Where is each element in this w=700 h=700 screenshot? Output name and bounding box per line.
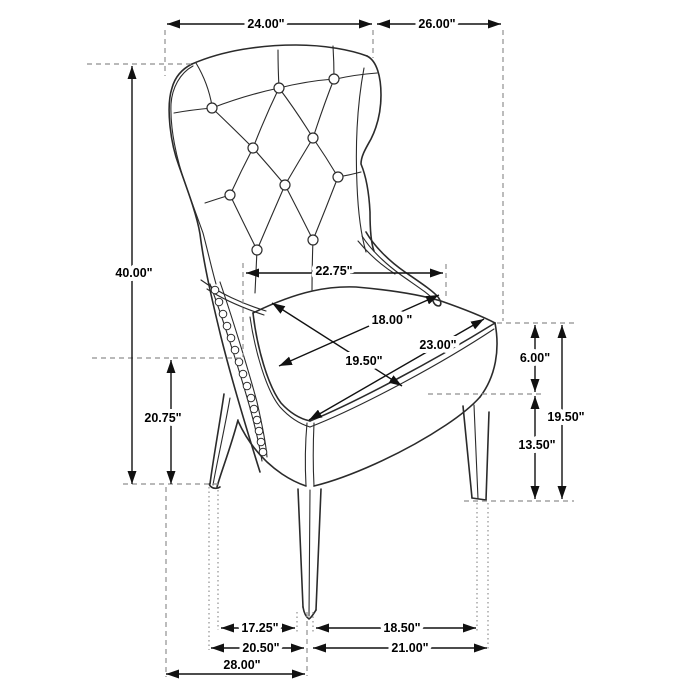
dim-label-seat-thickness: 6.00" bbox=[519, 351, 551, 365]
dimension-labels bbox=[115, 17, 584, 672]
extension-lines bbox=[87, 30, 574, 677]
right-arm-scroll-outer bbox=[366, 232, 441, 306]
dim-label-base-span-21: 21.00" bbox=[391, 641, 429, 655]
chair-line-art bbox=[169, 45, 497, 619]
dim-label-foot-span-18-50: 18.50" bbox=[383, 621, 421, 635]
dim-line-23 bbox=[309, 319, 484, 420]
dim-label-base-span-20-50: 20.50" bbox=[242, 641, 280, 655]
dim-label-top-width: 24.00" bbox=[247, 17, 285, 31]
dim-label-arm-height: 20.75" bbox=[144, 411, 182, 425]
right-corner-seam bbox=[336, 73, 377, 79]
seat-front-right-welt bbox=[310, 329, 494, 427]
left-corner-dart-seam bbox=[196, 63, 212, 106]
skirt-right-bottom-edge bbox=[314, 397, 480, 486]
skirt-right-edge bbox=[480, 323, 497, 397]
seat-front-right-edge bbox=[310, 323, 495, 421]
dim-label-leg-height: 13.50" bbox=[518, 438, 556, 452]
chair-left-outer-silhouette bbox=[169, 64, 260, 472]
back-left-saber-leg bbox=[209, 394, 238, 488]
front-leg bbox=[298, 489, 321, 619]
dim-label-back-width: 22.75" bbox=[315, 264, 353, 278]
right-leg bbox=[463, 405, 489, 500]
dim-label-top-depth: 26.00" bbox=[418, 17, 456, 31]
dim-label-seat-height: 19.50" bbox=[547, 410, 585, 424]
tufting-buttons bbox=[207, 74, 343, 255]
dim-label-base-width-28: 28.00" bbox=[223, 658, 261, 672]
dim-label-overall-height: 40.00" bbox=[115, 266, 153, 280]
skirt-left-bottom-edge bbox=[238, 421, 306, 486]
chair-back-right-edge bbox=[361, 56, 381, 251]
front-corner-seam-right bbox=[313, 423, 314, 486]
left-wing-inner-seam bbox=[171, 66, 216, 284]
chair-back-top-edge bbox=[192, 45, 367, 64]
dim-label-seat-diag-18: 18.00 " bbox=[371, 313, 413, 327]
dim-label-seat-diag-23: 23.00" bbox=[419, 338, 457, 352]
front-corner-seam-left bbox=[305, 423, 307, 486]
dim-label-seat-diag-19-50: 19.50" bbox=[345, 354, 383, 368]
dim-label-foot-span-17-25: 17.25" bbox=[241, 621, 279, 635]
